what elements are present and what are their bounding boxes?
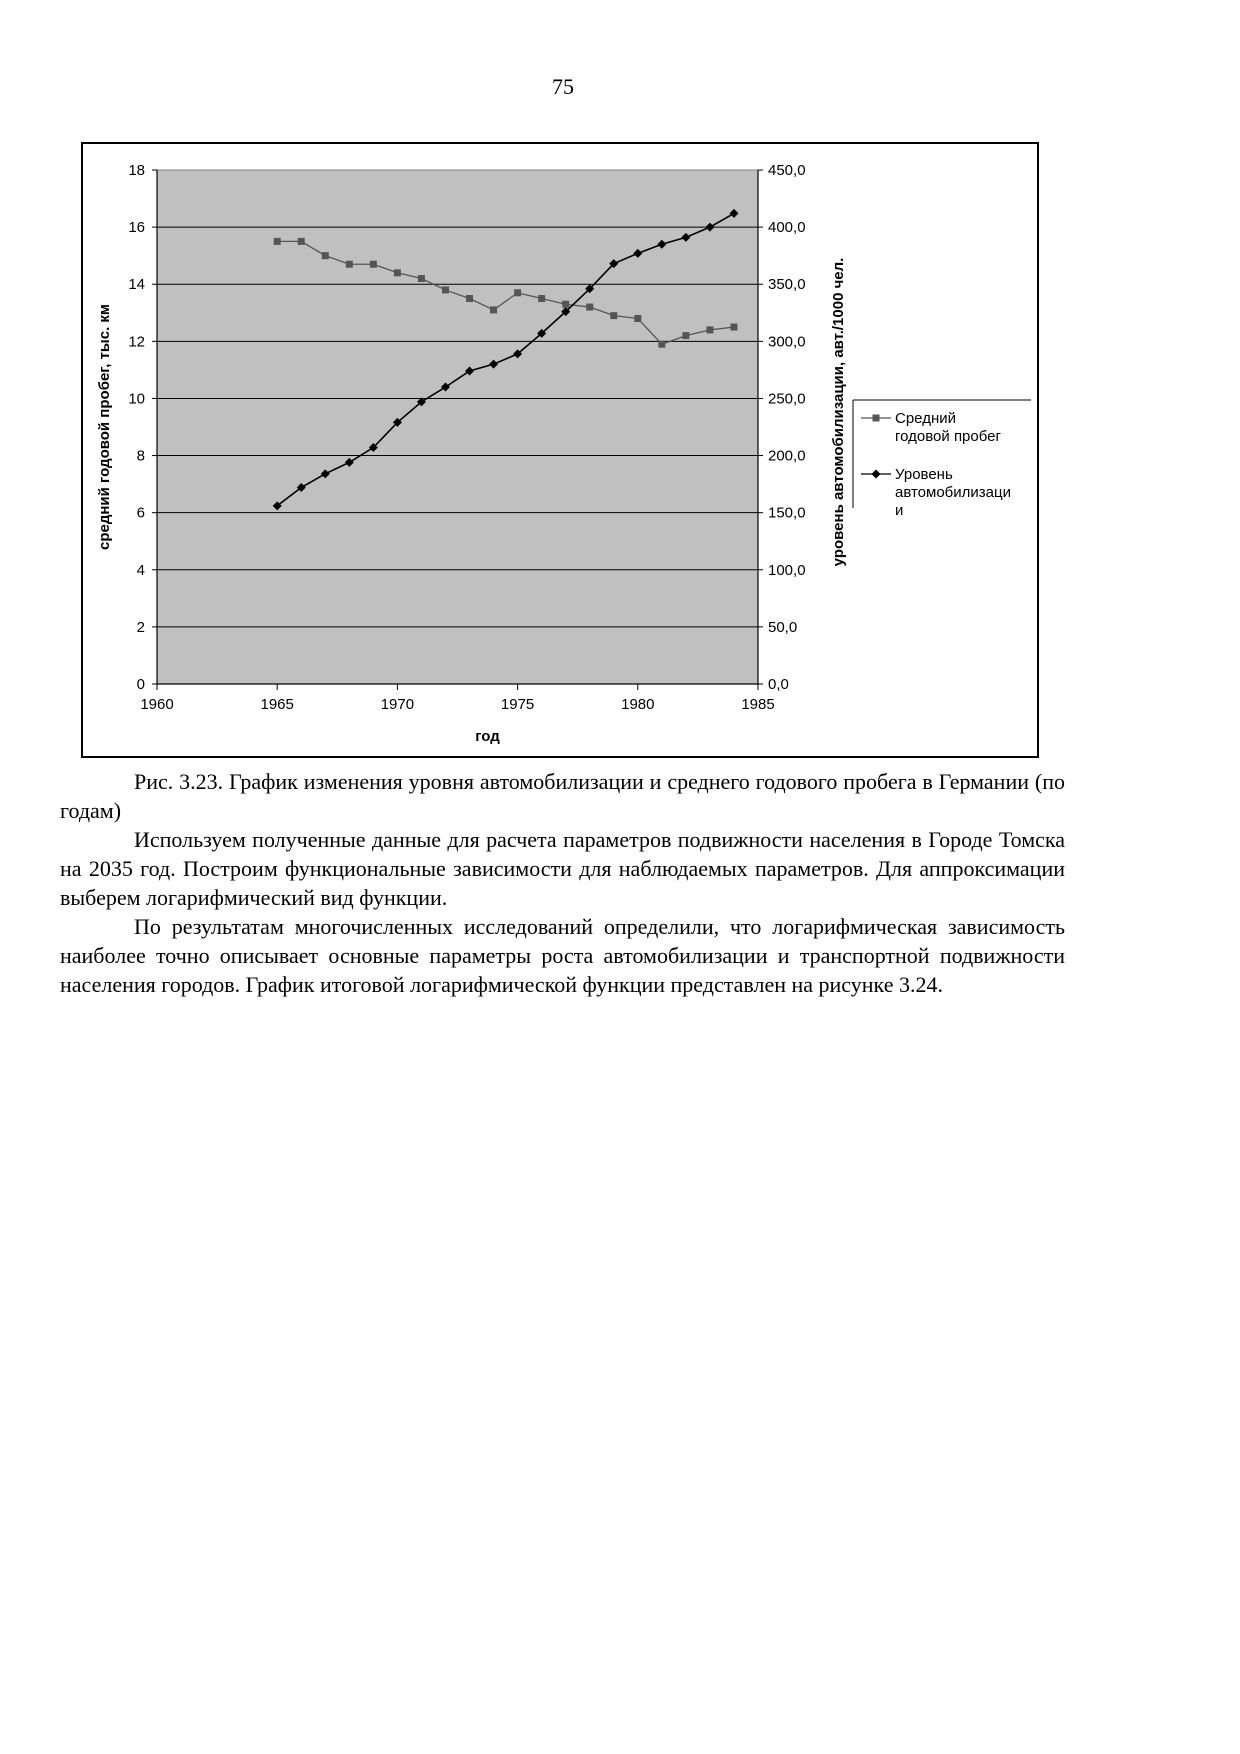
y-left-tick-label: 4 xyxy=(136,561,145,579)
y-left-tick-label: 14 xyxy=(128,276,145,294)
y-right-tick-label: 100,0 xyxy=(768,561,806,579)
series-1-point xyxy=(586,304,593,311)
series-1-point xyxy=(346,261,353,268)
y-right-tick-label: 300,0 xyxy=(768,333,806,351)
y-right-tick-label: 200,0 xyxy=(768,447,806,465)
y-right-tick-label: 50,0 xyxy=(768,618,798,636)
series-1-point xyxy=(466,295,473,302)
body-text xyxy=(60,825,1065,999)
series-1-point xyxy=(394,269,401,276)
series-1-point xyxy=(322,252,329,259)
paragraph-1: Используем полученные данные для расчета параметров подвижности населения в Городе Томска на 2035 год. Построим функциональные зависимости для наблюдаемых параметров. Для аппроксимации выберем логарифмический вид функции. xyxy=(60,827,1065,910)
y-left-tick-label: 10 xyxy=(128,390,145,408)
series-1-point xyxy=(706,326,713,333)
y-left-tick-label: 0 xyxy=(136,676,145,693)
y-axis-left-title: средний годовой пробег, тыс. км xyxy=(96,303,113,551)
series-1-point xyxy=(730,324,737,331)
page-number: 75 xyxy=(552,74,574,99)
x-axis-title: год xyxy=(475,728,500,745)
legend-marker-1 xyxy=(873,415,880,422)
y-right-tick-label: 0,0 xyxy=(768,676,789,693)
paragraph-2: По результатам многочисленных исследований определили, что логарифмическая зависимость наиболее точно описывает основные параметры роста автомобилизации и транспортной подвижности населения городов. График итоговой логарифмической функции представлен на рисунке 3.24. xyxy=(60,914,1065,997)
y-right-tick-label: 450,0 xyxy=(768,162,806,179)
y-left-tick-label: 2 xyxy=(136,618,145,636)
series-1-point xyxy=(562,301,569,308)
plot-area xyxy=(157,170,758,684)
series-1-point xyxy=(658,341,665,348)
y-left-tick-label: 8 xyxy=(136,447,145,465)
y-left-tick-label: 16 xyxy=(128,219,145,237)
y-axis-right-title: уровень автомобилизации, авт./1000 чел. xyxy=(830,257,847,567)
series-1-point xyxy=(274,238,281,245)
series-1-point xyxy=(298,238,305,245)
series-1-point xyxy=(514,289,521,296)
chart-svg xyxy=(83,144,1041,760)
series-1-point xyxy=(490,306,497,313)
y-right-tick-label: 350,0 xyxy=(768,276,806,294)
y-left-tick-label: 6 xyxy=(136,504,145,522)
x-tick-label: 1980 xyxy=(621,696,655,713)
figure-caption-text: Рис. 3.23. График изменения уровня автомобилизации и среднего годового пробега в Германии (по годам) xyxy=(60,769,1065,823)
legend-label-2: и xyxy=(895,502,904,519)
y-left-tick-label: 12 xyxy=(128,333,145,351)
x-tick-label: 1965 xyxy=(260,696,294,713)
figure-caption xyxy=(60,767,1065,825)
series-1-point xyxy=(634,315,641,322)
x-tick-label: 1975 xyxy=(500,696,535,713)
x-tick-label: 1960 xyxy=(140,696,174,713)
y-right-tick-label: 250,0 xyxy=(768,390,806,408)
legend-label-2: автомобилизаци xyxy=(895,484,1011,501)
y-left-tick-label: 18 xyxy=(128,162,145,179)
y-right-tick-label: 150,0 xyxy=(768,504,806,522)
series-1-point xyxy=(418,275,425,282)
legend-label-1: годовой пробег xyxy=(895,428,1001,445)
legend-label-1: Средний xyxy=(895,410,956,427)
y-right-tick-label: 400,0 xyxy=(768,219,806,237)
x-tick-label: 1970 xyxy=(380,696,415,713)
series-1-point xyxy=(370,261,377,268)
series-1-point xyxy=(538,295,545,302)
legend-label-2: Уровень xyxy=(895,466,953,483)
figure-chart xyxy=(81,142,1039,758)
legend-marker-2 xyxy=(872,470,881,479)
x-tick-label: 1985 xyxy=(741,696,775,713)
series-1-point xyxy=(442,286,449,293)
series-1-point xyxy=(682,332,689,339)
series-1-point xyxy=(610,312,617,319)
